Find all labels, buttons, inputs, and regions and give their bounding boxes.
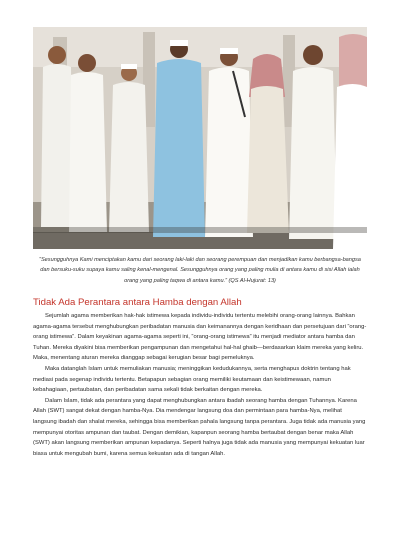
worshippers-photo [33,27,367,249]
section-body [33,311,367,459]
section-title: Tidak Ada Perantara antara Hamba dengan Allah [33,297,242,308]
worshippers-illustration [33,27,367,249]
paragraph: Dalam Islam, tidak ada perantara yang dapat menghubungkan antara ibadah seorang hamba dengan Tuhannya. Karena Allah (SWT) sangat dekat dengan hamba-Nya. Dia mendengar langsung doa dan permintaan para hamba-Nya, melihat langsung ibadah dan shalat mereka, sehingga bisa memberikan pahala langsung tanpa perantara. Juga tidak ada manusia yang mempunyai otoritas ampunan dan taubat. Dengan demikian, kapanpun seorang hamba bertaubat dengan benar maka Allah (SWT) akan langsung memberikan ampunan kepadanya. Seperti halnya juga tidak ada manusia yang mempunyai kekuatan luar biasa untuk mengubah bumi, karena semua kekuatan ada di tangan Allah. [33,397,366,457]
paragraph: Sejumlah agama memberikan hak-hak istimewa kepada individu-individu tertentu melebihi orang-orang lainnya. Bahkan agama-agama tersebut menghubungkan peribadatan manusia dan keimanannya dengan keridhaan dan persetujuan dari “orang-orang istimewa”. Dalam keyakinan agama-agama seperti ini, “orang-orang istimewa” itu menjadi mediator antara hamba dan Tuhan. Mereka diyakini bisa memberikan pengampunan dan mengetahui hal-hal ghaib—berdasarkan klaim mereka yang keliru. Maka, menentang aturan mereka dianggap sebagai kerugian besar bagi pemeluknya. [33,313,367,362]
photo-caption: “Sesungguhnya Kami menciptakan kamu dari seorang laki-laki dan seorang perempuan dan menjadikan kamu berbangsa-bangsa dan bersuku-suku supaya kamu saling kenal-mengenal. Sesungguhnya orang yang paling mulia di antara kamu di sisi Allah ialah orang yang paling taqwa di antara kamu.” (QS Al-Hujurat: 13) [39,257,361,284]
paragraph: Maka datanglah Islam untuk memuliakan manusia; meninggikan kedudukannya, serta menghapus doktrin tentang hak mediasi pada segenap individu tertentu. Betapapun sebagian orang memiliki keutamaan dan keistimewaan, namun kebahagiaan, pertaubatan, dan peribadatan sama sekali tidak berkaitan dengan mereka. [33,365,351,394]
